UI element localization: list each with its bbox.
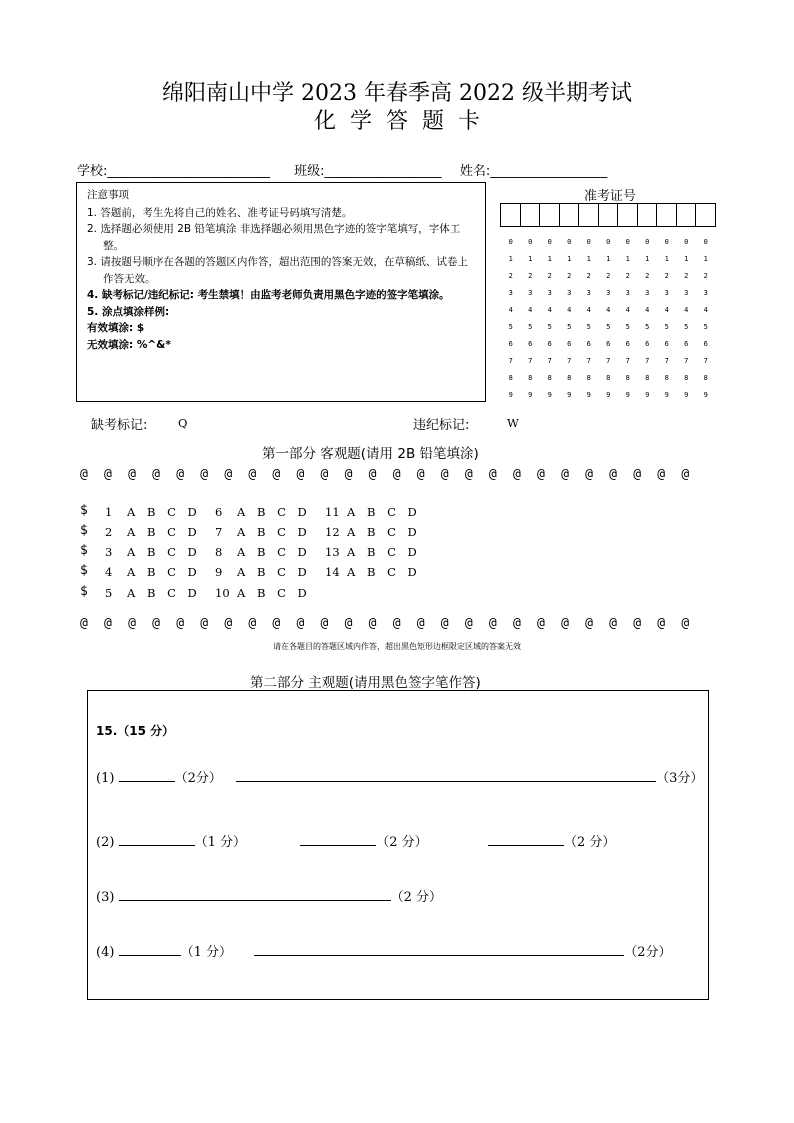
digit-bubble[interactable]: 1 [586,255,591,263]
mc-question-3 [105,545,200,559]
mc-question-1 [105,505,200,519]
question-number: 2 [105,525,113,539]
violation-mark-bubble[interactable]: W [507,416,519,430]
sync-marks-top: @ @ @ @ @ @ @ @ @ @ @ @ @ @ @ @ @ @ @ @ @ @ @ @ @ @ [80,467,694,482]
answer-options[interactable]: A B C D [127,545,200,559]
digit-row [501,255,716,272]
digit-bubble[interactable]: 9 [625,391,630,399]
digit-bubble[interactable]: 2 [684,272,689,280]
digit-box[interactable] [617,203,638,227]
mc-question-7 [215,525,310,539]
sync-marks-bottom: @ @ @ @ @ @ @ @ @ @ @ @ @ @ @ @ @ @ @ @ @ @ @ @ @ @ [80,616,694,631]
digit-bubble[interactable]: 8 [606,374,611,382]
answer-options[interactable]: A B C D [127,565,200,579]
digit-bubble[interactable]: 2 [567,272,572,280]
mc-question-13 [325,545,420,559]
answer-blank[interactable] [254,943,624,956]
answer-options[interactable]: A B C D [237,565,310,579]
instruction-item: 3. 请按题号顺序在各题的答题区内作答，超出范围的答案无效，在草稿纸、试卷上作答无效。 [87,256,468,285]
digit-bubble[interactable]: 0 [528,238,533,246]
digit-row [501,340,716,357]
answer-options[interactable]: A B C D [127,505,200,519]
admission-number-title: 准考证号 [583,189,636,204]
answer-blank[interactable] [236,769,656,782]
question-number: 12 [325,525,340,539]
digit-bubble[interactable]: 3 [664,289,669,297]
question-number: 8 [215,545,223,559]
question-number: 1 [105,505,113,519]
answer-blank[interactable] [119,833,195,846]
digit-bubble[interactable]: 8 [586,374,591,382]
name-field[interactable]: 姓名:__________________ [459,164,608,179]
digit-bubble[interactable]: 5 [625,323,630,331]
admission-digit-bubbles[interactable] [501,238,716,408]
digit-bubble[interactable]: 6 [567,340,572,348]
digit-bubble[interactable]: 3 [625,289,630,297]
digit-bubble[interactable]: 7 [703,357,708,365]
digit-box[interactable] [559,203,580,227]
digit-bubble[interactable]: 1 [625,255,630,263]
digit-bubble[interactable]: 3 [703,289,708,297]
question-number: 9 [215,565,223,579]
answer-blank[interactable] [119,769,175,782]
digit-bubble[interactable]: 4 [586,306,591,314]
digit-bubble[interactable]: 1 [547,255,552,263]
digit-row [501,374,716,391]
part2-title: 第二部分 主观题(请用黑色签字笔作答) [250,675,481,691]
sub-label: (4) [96,945,115,960]
score: （2分） [624,945,672,960]
digit-bubble[interactable]: 0 [606,238,611,246]
score: （2 分） [376,835,428,850]
score: （1 分） [194,835,246,850]
question-number: 10 [215,586,230,600]
instructions-heading: 注意事项 [87,189,129,201]
valid-fill-example: 有效填涂: $ [87,322,145,334]
digit-row [501,289,716,306]
digit-bubble[interactable]: 5 [703,323,708,331]
answer-options[interactable]: A B C D [347,565,420,579]
mc-question-10 [215,586,310,600]
digit-bubble[interactable]: 1 [684,255,689,263]
digit-bubble[interactable]: 3 [684,289,689,297]
digit-bubble[interactable]: 0 [664,238,669,246]
digit-bubble[interactable]: 3 [586,289,591,297]
digit-bubble[interactable]: 8 [567,374,572,382]
digit-box[interactable] [578,203,599,227]
digit-bubble[interactable]: 8 [684,374,689,382]
score: （1 分） [180,945,232,960]
digit-bubble[interactable]: 5 [645,323,650,331]
digit-bubble[interactable]: 9 [684,391,689,399]
digit-bubble[interactable]: 8 [508,374,513,382]
digit-bubble[interactable]: 7 [645,357,650,365]
digit-bubble[interactable]: 0 [703,238,708,246]
digit-bubble[interactable]: 0 [625,238,630,246]
digit-bubble[interactable]: 7 [547,357,552,365]
instruction-item: 4. 缺考标记/违纪标记: 考生禁填！由监考老师负责用黑色字迹的签字笔填涂。 [87,289,450,301]
digit-bubble[interactable]: 2 [625,272,630,280]
digit-bubble[interactable]: 4 [508,306,513,314]
invalid-fill-example: 无效填涂: %^&* [87,338,171,351]
digit-bubble[interactable]: 5 [547,323,552,331]
digit-bubble[interactable]: 6 [625,340,630,348]
question-number: 3 [105,545,113,559]
question-number: 11 [325,505,340,519]
digit-bubble[interactable]: 8 [664,374,669,382]
answer-blank[interactable] [119,888,391,901]
digit-bubble[interactable]: 8 [703,374,708,382]
digit-bubble[interactable]: 1 [567,255,572,263]
answer-blank[interactable] [488,833,564,846]
school-field[interactable]: 学校:_________________________ [77,164,270,179]
digit-bubble[interactable]: 0 [567,238,572,246]
digit-box[interactable] [520,203,541,227]
q15-sub3 [96,886,442,905]
answer-options[interactable]: A B C D [347,505,420,519]
digit-bubble[interactable]: 9 [586,391,591,399]
digit-bubble[interactable]: 9 [606,391,611,399]
digit-box[interactable] [656,203,677,227]
digit-bubble[interactable]: 2 [586,272,591,280]
question-number: 14 [325,565,340,579]
admission-number-boxes[interactable] [501,203,716,227]
question-number: 6 [215,505,223,519]
digit-bubble[interactable]: 5 [528,323,533,331]
digit-box[interactable] [637,203,658,227]
instruction-item: 5. 涂点填涂样例: [87,305,170,318]
digit-bubble[interactable]: 7 [528,357,533,365]
digit-bubble[interactable]: 4 [645,306,650,314]
digit-bubble[interactable]: 2 [703,272,708,280]
digit-bubble[interactable]: 5 [508,323,513,331]
digit-box[interactable] [500,203,521,227]
mc-question-9 [215,565,310,579]
digit-bubble[interactable]: 8 [547,374,552,382]
digit-bubble[interactable]: 9 [547,391,552,399]
part1-title: 第一部分 客观题(请用 2B 铅笔填涂) [262,446,479,462]
mc-question-5 [105,586,200,600]
digit-bubble[interactable]: 5 [567,323,572,331]
digit-bubble[interactable]: 1 [664,255,669,263]
digit-bubble[interactable]: 0 [684,238,689,246]
digit-bubble[interactable]: 1 [528,255,533,263]
question-number: 4 [105,565,113,579]
digit-bubble[interactable]: 1 [703,255,708,263]
score: （2 分） [563,835,616,850]
digit-bubble[interactable]: 7 [606,357,611,365]
q15-sub2 [96,831,615,850]
digit-bubble[interactable]: 2 [508,272,513,280]
digit-box[interactable] [598,203,619,227]
digit-bubble[interactable]: 8 [528,374,533,382]
mc-question-11 [325,505,420,519]
mc-question-6 [215,505,310,519]
digit-bubble[interactable]: 6 [703,340,708,348]
digit-box[interactable] [539,203,560,227]
mc-question-8 [215,545,310,559]
sync-mark: $ [80,543,88,558]
digit-bubble[interactable]: 4 [547,306,552,314]
digit-box[interactable] [695,203,716,227]
digit-bubble[interactable]: 2 [664,272,669,280]
digit-bubble[interactable]: 6 [606,340,611,348]
sub-label: (3) [96,890,115,905]
score: （3分） [656,771,704,786]
digit-bubble[interactable]: 4 [567,306,572,314]
digit-bubble[interactable]: 3 [645,289,650,297]
digit-bubble[interactable]: 4 [703,306,708,314]
digit-bubble[interactable]: 5 [684,323,689,331]
digit-bubble[interactable]: 3 [567,289,572,297]
digit-bubble[interactable]: 4 [528,306,533,314]
digit-bubble[interactable]: 6 [586,340,591,348]
digit-bubble[interactable]: 0 [547,238,552,246]
question-number: 7 [215,525,223,539]
digit-bubble[interactable]: 1 [645,255,650,263]
answer-options[interactable]: A B C D [237,586,310,600]
digit-bubble[interactable]: 2 [528,272,533,280]
digit-row [501,391,716,408]
score: （2分） [174,771,222,786]
class-field[interactable]: 班级:__________________ [294,164,442,179]
digit-bubble[interactable]: 5 [606,323,611,331]
digit-row [501,357,716,374]
answer-options[interactable]: A B C D [237,525,310,539]
digit-bubble[interactable]: 2 [645,272,650,280]
question-number: 5 [105,586,113,600]
digit-row [501,272,716,289]
digit-bubble[interactable]: 0 [586,238,591,246]
q15-sub1 [96,767,703,786]
student-info-row [77,160,607,179]
answer-options[interactable]: A B C D [237,545,310,559]
digit-bubble[interactable]: 1 [508,255,513,263]
digit-bubble[interactable]: 6 [684,340,689,348]
sync-mark: $ [80,563,88,578]
digit-bubble[interactable]: 9 [703,391,708,399]
instruction-item: 2. 选择题必须使用 2B 铅笔填涂 非选择题必须用黑色字迹的签字笔填写，字体工整。 [87,223,461,252]
digit-bubble[interactable]: 6 [645,340,650,348]
digit-bubble[interactable]: 4 [684,306,689,314]
card-title: 化学答题卡 [313,109,494,134]
digit-row [501,238,716,255]
digit-bubble[interactable]: 5 [664,323,669,331]
mc-question-12 [325,525,420,539]
digit-bubble[interactable]: 9 [508,391,513,399]
answer-area-note: 请在各题目的答题区域内作答，超出黑色矩形边框限定区域的答案无效 [273,642,521,651]
digit-bubble[interactable]: 4 [664,306,669,314]
digit-bubble[interactable]: 0 [645,238,650,246]
digit-bubble[interactable]: 2 [606,272,611,280]
q15-sub4 [96,941,672,960]
answer-options[interactable]: A B C D [237,505,310,519]
q15-title: 15.（15 分） [96,724,175,738]
digit-bubble[interactable]: 4 [606,306,611,314]
score: （2 分） [390,890,442,905]
sync-mark: $ [80,503,88,518]
digit-bubble[interactable]: 0 [508,238,513,246]
digit-bubble[interactable]: 8 [645,374,650,382]
digit-bubble[interactable]: 3 [606,289,611,297]
answer-blank[interactable] [300,833,376,846]
digit-bubble[interactable]: 3 [547,289,552,297]
digit-row [501,323,716,340]
digit-box[interactable] [676,203,697,227]
digit-bubble[interactable]: 9 [567,391,572,399]
digit-bubble[interactable]: 7 [508,357,513,365]
digit-bubble[interactable]: 6 [528,340,533,348]
digit-bubble[interactable]: 7 [625,357,630,365]
absent-mark-bubble[interactable]: Q [178,416,188,430]
digit-bubble[interactable]: 9 [664,391,669,399]
absent-mark-label: 缺考标记: [91,418,148,433]
digit-row [501,306,716,323]
answer-options[interactable]: A B C D [347,525,420,539]
digit-bubble[interactable]: 3 [508,289,513,297]
instruction-item: 1. 答题前，考生先将自己的姓名、准考证号码填写清楚。 [87,206,353,219]
digit-bubble[interactable]: 5 [586,323,591,331]
mc-question-4 [105,565,200,579]
mc-question-14 [325,565,420,579]
digit-bubble[interactable]: 8 [625,374,630,382]
digit-bubble[interactable]: 9 [645,391,650,399]
sub-label: (2) [96,835,115,850]
digit-bubble[interactable]: 9 [528,391,533,399]
digit-bubble[interactable]: 6 [664,340,669,348]
instructions-box [76,182,486,402]
answer-options[interactable]: A B C D [127,525,200,539]
sync-mark: $ [80,523,88,538]
question-number: 13 [325,545,340,559]
digit-bubble[interactable]: 7 [684,357,689,365]
answer-blank[interactable] [119,943,181,956]
exam-title: 绵阳南山中学 2023 年春季高 2022 级半期考试 [162,81,632,106]
digit-bubble[interactable]: 3 [528,289,533,297]
digit-bubble[interactable]: 1 [606,255,611,263]
sub-label: (1) [96,771,115,786]
mc-question-2 [105,525,200,539]
sync-mark: $ [80,584,88,599]
digit-bubble[interactable]: 7 [586,357,591,365]
digit-bubble[interactable]: 4 [625,306,630,314]
answer-options[interactable]: A B C D [127,586,200,600]
digit-bubble[interactable]: 7 [567,357,572,365]
digit-bubble[interactable]: 2 [547,272,552,280]
digit-bubble[interactable]: 6 [547,340,552,348]
answer-options[interactable]: A B C D [347,545,420,559]
digit-bubble[interactable]: 6 [508,340,513,348]
digit-bubble[interactable]: 7 [664,357,669,365]
violation-mark-label: 违纪标记: [413,418,470,433]
